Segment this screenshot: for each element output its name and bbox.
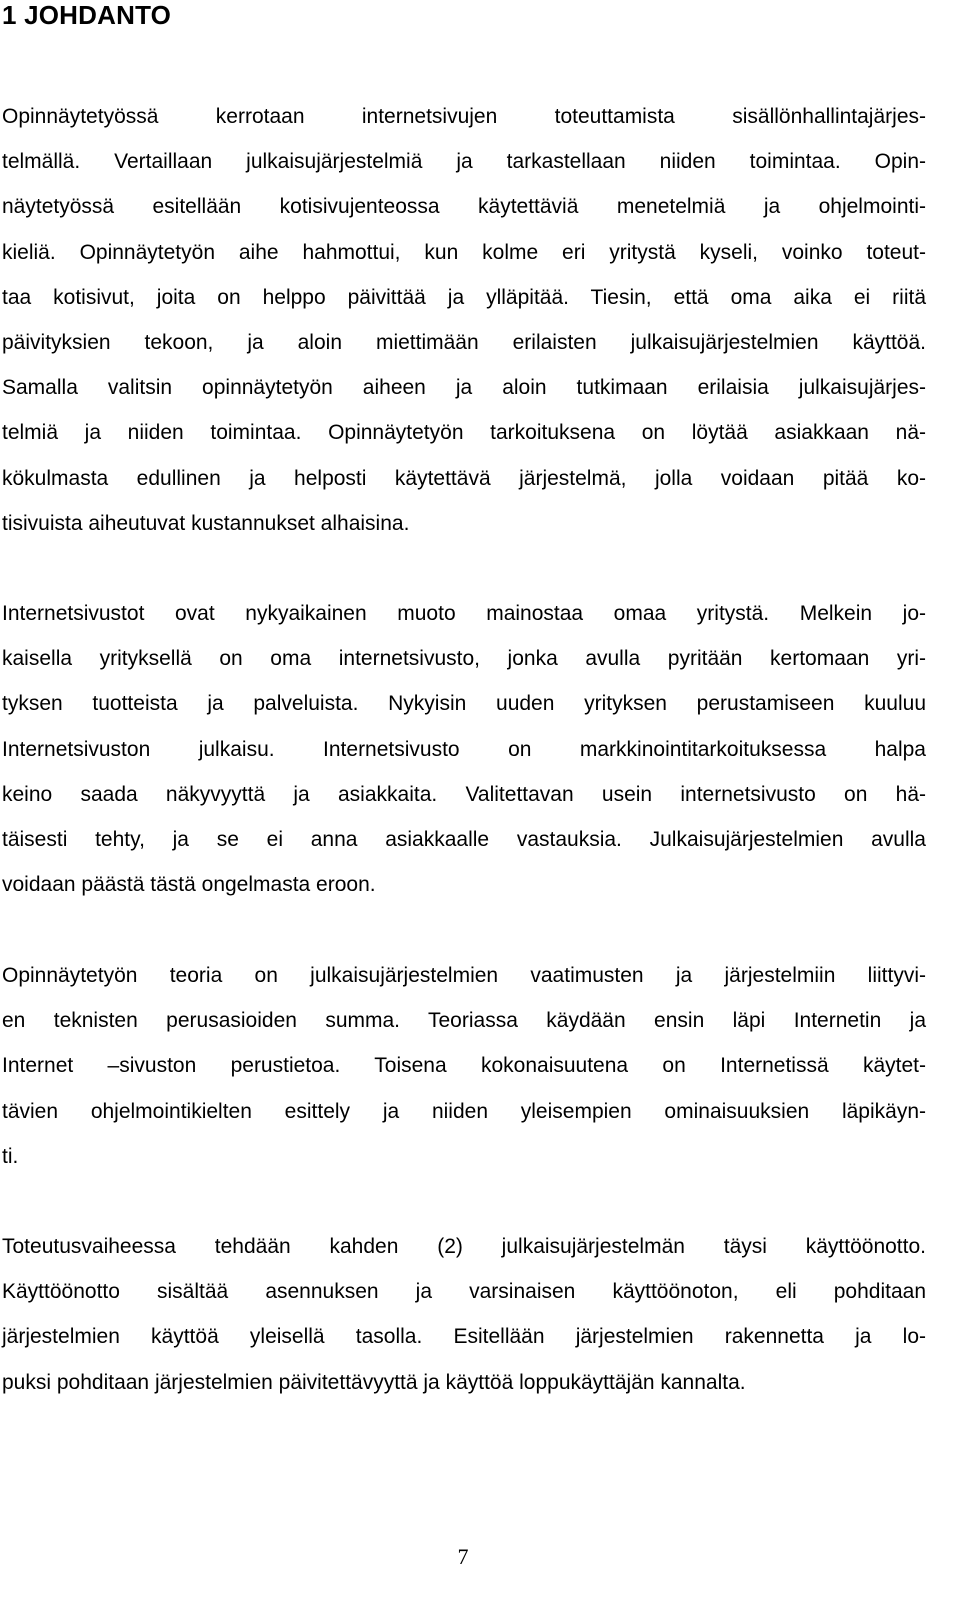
text-line: Opinnäytetyön teoria on julkaisujärjestelmien vaatimusten ja järjestelmiin liittyvi- [2,964,926,987]
text-line: kaisella yrityksellä on oma internetsivusto, jonka avulla pyritään kertomaan yri- [2,647,926,671]
paragraph-2 [2,591,926,907]
page-number: 7 [457,1544,469,1569]
text-line: tisivuista aiheutuvat kustannukset alhaisina. [2,511,410,535]
text-line: telmiä ja niiden toimintaa. Opinnäytetyön tarkoituksena on löytää asiakkaan nä- [2,421,926,445]
text-line: telmällä. Vertaillaan julkaisujärjestelmiä ja tarkastellaan niiden toimintaa. Opin- [2,150,926,174]
text-line: Internetsivustot ovat nykyaikainen muoto mainostaa omaa yritystä. Melkein jo- [2,602,926,625]
paragraph-4 [2,1224,926,1405]
text-line: en teknisten perusasioiden summa. Teoriassa käydään ensin läpi Internetin ja [2,1009,926,1033]
text-line: Internetsivuston julkaisu. Internetsivusto on markkinointitarkoituksessa halpa [2,737,926,761]
text-line: päivityksien tekoon, ja aloin miettimään erilaisten julkaisujärjestelmien käyttöä. [2,330,926,354]
text-line: keino saada näkyvyyttä ja asiakkaita. Valitettavan usein internetsivusto on hä- [2,782,926,806]
text-line: järjestelmien käyttöä yleisellä tasolla. Esitellään järjestelmien rakennetta ja lo- [2,1325,926,1349]
text-line: Käyttöönotto sisältää asennuksen ja varsinaisen käyttöönoton, eli pohditaan [2,1280,926,1304]
paragraph-1 [2,94,926,546]
text-line: Toteutusvaiheessa tehdään kahden (2) julkaisujärjestelmän täysi käyttöönotto. [2,1235,926,1258]
text-line: tyksen tuotteista ja palveluista. Nykyisin uuden yrityksen perustamiseen kuuluu [2,692,926,716]
text-line: tävien ohjelmointikielten esittely ja niiden yleisempien ominaisuuksien läpikäyn- [2,1099,926,1123]
text-line: Samalla valitsin opinnäytetyön aiheen ja aloin tutkimaan erilaisia julkaisujärjes- [2,376,926,400]
text-line: ti. [2,1144,19,1168]
chapter-heading: 1 JOHDANTO [2,0,172,30]
text-line: taa kotisivut, joita on helppo päivittää ja ylläpitää. Tiesin, että oma aika ei riitä [2,285,926,309]
text-line: Internet –sivuston perustietoa. Toisena kokonaisuutena on Internetissä käytet- [2,1054,926,1078]
text-line: Opinnäytetyössä kerrotaan internetsivujen toteuttamista sisällönhallintajärjes- [2,105,926,128]
text-line: näytetyössä esitellään kotisivujenteossa käytettäviä menetelmiä ja ohjelmointi- [2,195,926,219]
text-line: puksi pohditaan järjestelmien päivitettävyyttä ja käyttöä loppukäyttäjän kannalta. [2,1370,746,1394]
paragraph-3 [2,953,926,1179]
text-line: voidaan päästä tästä ongelmasta eroon. [2,873,376,897]
text-line: kökulmasta edullinen ja helposti käytettävä järjestelmä, jolla voidaan pitää ko- [2,466,926,490]
text-line: kieliä. Opinnäytetyön aihe hahmottui, kun kolme eri yritystä kyseli, voinko toteut- [2,240,926,264]
text-line: täisesti tehty, ja se ei anna asiakkaalle vastauksia. Julkaisujärjestelmien avulla [2,827,926,851]
